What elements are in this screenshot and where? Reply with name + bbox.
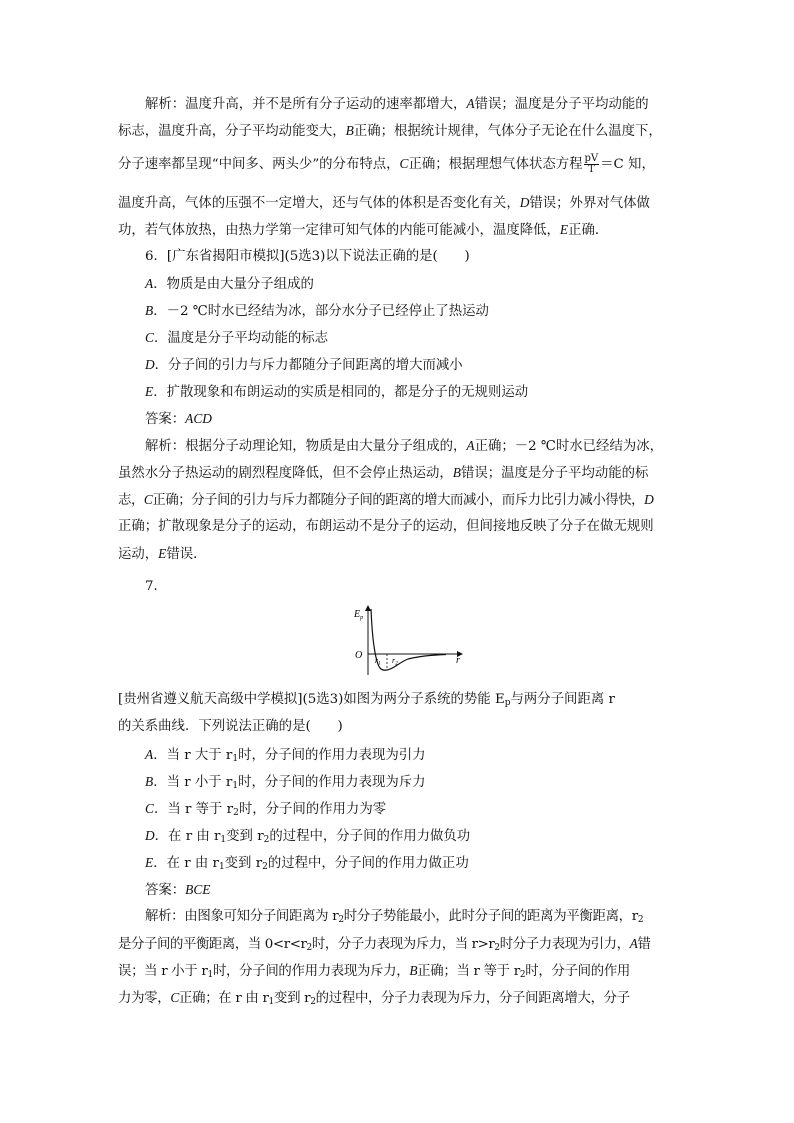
text: 标志，温度升高，分子平均动能变大， [118,124,346,139]
q7-analysis-line-1 [145,908,643,929]
text: 错误；温度是分子平均动能的 [474,97,649,112]
q6-option-c [145,329,328,348]
text: ．在 r 由 r [154,829,221,844]
potential-curve [371,609,446,670]
option-letter: B [409,963,418,978]
text: 分子速率都呈现“中间多、两头少”的分布特点， [118,157,400,172]
option-letter: D [519,195,530,210]
subscript: 1 [218,862,225,872]
subscript: 2 [310,997,316,1007]
r2-label: r2 [392,656,398,667]
subscript: 2 [519,970,526,980]
q6-analysis-line-3 [118,491,653,510]
q5-analysis-line-2 [118,122,662,141]
text: 功，若气体放热，由热力学第一定律可知气体的内能可能减小，温度降低， [118,223,560,238]
subscript: 1 [220,835,227,845]
r1-label: r1 [375,656,381,667]
option-letter: D [145,357,155,372]
text: 变到 r [224,856,263,871]
q6-option-e [145,383,528,402]
subscript: 2 [637,915,644,925]
text: 时，分子间的作用力为零 [238,802,387,817]
option-letter: B [145,303,154,318]
option-letter: B [345,123,354,138]
option-letter: A [466,438,475,453]
q6-option-b [145,302,489,321]
text: 误；当 r 小于 r [118,964,208,979]
q7-number: 7． [145,579,167,594]
y-axis-label: $E_p$ [354,609,364,621]
q7-option-b [145,773,426,795]
option-letter: E [145,855,154,870]
subscript: 2 [262,862,268,872]
text: 变到 r [226,829,264,844]
option-letter: B [145,774,154,789]
text: 的过程中，分子间的作用力做负功 [269,829,471,844]
text: 时分子力表现为引力， [499,937,630,952]
option-text: ．物质是由大量分子组成的 [153,277,314,292]
text: 与两分子间距离 r [510,692,615,707]
text: 解析：根据分子动理论知，物质是由大量分子组成的， [145,439,467,454]
text: 解析：温度升高，并不是所有分子运动的速率都增大， [145,97,467,112]
text: 错 [637,937,651,952]
origin-label: O [355,650,363,661]
option-letter: C [170,990,180,1005]
q7-analysis-line-2 [118,935,650,957]
answer-value: BCE [185,882,211,897]
q6-analysis-line-4: 正确；扩散现象是分子的运动，布朗运动不是分子的运动，但间接地反映了分子在做无规则 [118,519,654,534]
option-text: ．扩散现象和布朗运动的实质是相同的，都是分子的无规则运动 [153,385,529,400]
option-letter: D [644,492,654,507]
q7-analysis-line-3 [118,962,630,984]
fraction-denominator: T [588,164,595,175]
text: 时，分子间的作用力表现为斥力， [212,964,410,979]
subscript: 1 [232,781,239,791]
option-letter: C [145,801,154,816]
option-letter: D [145,828,155,843]
option-letter: C [143,492,153,507]
text: 虽然水分子热运动的剧烈程度降低，但不会停止热运动， [118,466,453,481]
option-letter: A [145,276,154,291]
subscript: 2 [263,835,270,845]
option-text: ．分子间的引力与斥力都随分子间距离的增大而减小 [154,358,463,373]
text: 时，分子间的作用力表现为引力 [238,748,426,763]
q6-analysis-line-5 [118,545,207,564]
q5-analysis-line-3 [118,154,655,175]
option-letter: C [399,156,409,171]
subscript: 2 [494,943,500,953]
text: 解析：由图象可知分子间距离为 r [145,909,339,924]
potential-energy-graph [348,603,468,679]
text: ．当 r 大于 r [153,748,233,763]
answer-label: 答案： [145,883,186,898]
text: 错误；温度是分子平均动能的标 [460,466,649,481]
text: 力为零， [118,991,171,1006]
text: 是分子间的平衡距离，当 0<r<r [118,937,307,952]
text: 错误；外界对气体做 [529,196,650,211]
text: 运动， [118,547,159,562]
text: 正确；根据理想气体状态方程 [408,157,583,172]
answer-label: 答案： [145,412,186,427]
option-letter: C [145,330,154,345]
q5-analysis-line-4 [118,194,650,213]
q5-analysis-line-1 [145,95,649,114]
option-letter: A [466,96,475,111]
text: 温度升高，气体的压强不一定增大，还与气体的体积是否变化有关， [118,196,520,211]
q7-option-d [145,827,470,849]
x-axis-label: r [456,655,460,666]
pv-over-t-fraction [584,154,600,175]
option-text: ．温度是分子平均动能的标志 [153,331,329,346]
q6-stem: 6．[广东省揭阳市模拟](5选3)以下说法正确的是( ) [145,249,470,264]
q7-option-e [145,854,469,876]
text: 正确；－2 ℃时水已经结为冰， [474,439,664,454]
q6-analysis-line-1 [145,437,663,456]
q6-answer [145,410,212,429]
subscript: p [504,698,511,708]
text: 正确；在 r 由 r [179,991,269,1006]
q7-option-c [145,800,386,822]
q7-answer [145,881,210,900]
q6-option-d [145,356,463,375]
subscript: 2 [306,943,312,953]
q7-option-a [145,746,426,768]
text: 的过程中，分子间的作用力做正功 [267,856,469,871]
text: 时分子势能最小，此时分子间的距离为平衡距离，r [343,909,638,924]
text: 正确；当 r 等于 r [417,964,520,979]
text: ．在 r 由 r [153,856,219,871]
text: 正确． [568,223,609,238]
q5-analysis-line-5 [118,221,608,240]
subscript: 1 [207,970,213,980]
text: 正确；根据统计规律，气体分子无论在什么温度下， [353,124,662,139]
q6-analysis-line-2 [118,464,648,483]
text: 错误． [166,547,207,562]
option-letter: E [145,384,154,399]
text: 志， [118,493,144,508]
q7-stem-line-1 [118,691,615,712]
option-text: ．－2 ℃时水已经结为冰，部分水分子已经停止了热运动 [153,304,489,319]
option-letter: B [452,465,461,480]
q7-stem-line-2: 的关系曲线．下列说法正确的是( ) [118,719,343,734]
text: [贵州省遵义航天高级中学模拟](5选3)如图为两分子系统的势能 E [118,692,505,707]
text: ＝C 知， [600,157,655,172]
text: 正确；分子间的引力与斥力都随分子间的距离的增大而减小，而斥力比引力减小得快， [152,493,645,508]
option-letter: A [145,747,154,762]
text: 的过程中，分子力表现为斥力，分子间距离增大，分子 [315,991,630,1006]
option-letter: A [629,936,638,951]
text: 时，分子力表现为斥力，当 r>r [311,937,495,952]
text: 变到 r [273,991,311,1006]
subscript: 1 [268,997,274,1007]
subscript: 2 [338,915,344,925]
option-letter: E [559,222,569,237]
subscript: 2 [233,808,239,818]
q7-analysis-line-4 [118,989,630,1011]
answer-value: ACD [185,411,212,426]
subscript: 1 [232,754,239,764]
text: 时，分子间的作用力表现为斥力 [238,775,426,790]
q6-option-a [145,275,314,294]
fraction-numerator: pV [584,153,599,164]
text: 时，分子间的作用 [525,964,631,979]
text: ．当 r 小于 r [153,775,233,790]
option-letter: E [158,546,167,561]
text: ．当 r 等于 r [153,802,234,817]
